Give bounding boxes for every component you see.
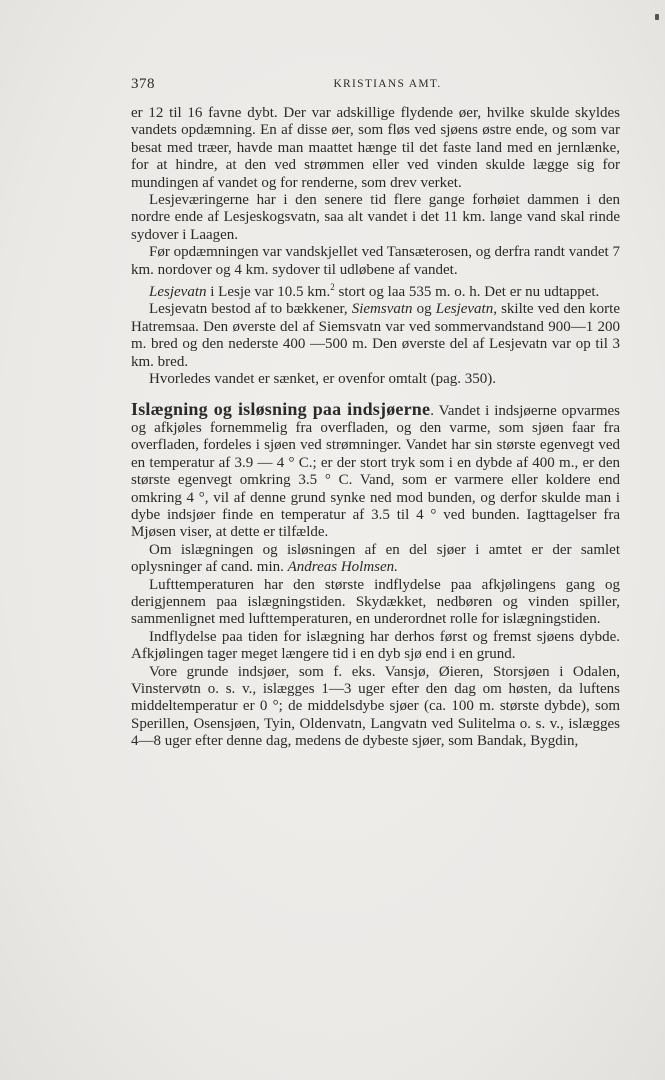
italic-term: Lesjevatn [435, 301, 494, 318]
superscript: 2 [330, 282, 335, 293]
paragraph: er 12 til 16 favne dybt. Der var adskillige flydende øer, hvilke skulde skyldes vandets opdæmning. En af disse øer, som fløs ved sjøens østre ende, og som var besat med træer, havde man maattet hænge til det faste land med en jernlænke, for at hindre, at den ved strømmen eller ved vinden skulde lægge sig for mundingen af vandet og for renderne, som drev verket. [131, 105, 620, 191]
paragraph: Lufttemperaturen har den største indflydelse paa afkjølingens gang og derigjennem paa islægningstiden. Skydækket, nedbøren og vinden spiller, sammenlignet med lufttemperaturen, en underordnet rolle for islægningstiden. [131, 576, 620, 628]
paragraph-text: og [412, 301, 436, 318]
italic-term: Siemsvatn [351, 301, 413, 318]
paragraph [131, 279, 620, 301]
paragraph-text: Lesjevatn bestod af to bækkener, [149, 301, 352, 318]
section-paragraph [131, 398, 620, 542]
italic-term: Lesjevatn [149, 284, 207, 301]
paragraph-text: stort og laa 535 m. o. h. Det er nu udtappet. [334, 284, 600, 301]
paragraph: Vore grunde indsjøer, som f. eks. Vansjø, Øieren, Storsjøen i Odalen, Vinstervøtn o. s. v., islægges 1—3 uger efter den dag om høsten, da luftens middeltemperatur er 0 °; de middelsdybe sjøer (ca. 100 m. største dybde), som Sperillen, Osensjøen, Tyin, Oldenvatn, Langvatn ved Sulitelma o. s. v., islægges 4—8 uger efter denne dag, medens de dybeste sjøer, som Bandak, Bygdin, [131, 663, 620, 750]
body-text [131, 105, 620, 751]
paragraph-text: Om islægningen og isløsningen af en del sjøer i amtet er der samlet oplysninger af cand. min. [131, 541, 620, 576]
paragraph: Før opdæmningen var vandskjellet ved Tansæterosen, og derfra randt vandet 7 km. nordover og 4 km. sydover til udløbene af vandet. [131, 244, 620, 278]
paragraph: Indflydelse paa tiden for islægning har derhos først og fremst sjøens dybde. Afkjølingen tager meget længere tid i en dyb sjø end i en grund. [131, 628, 620, 663]
italic-term: Andreas Holmsen. [287, 559, 398, 576]
page-header [131, 76, 620, 94]
paragraph [131, 542, 620, 577]
paragraph-text: , skilte ved den korte Hatremsaa. Den øverste del af Siemsvatn var ved sommervandstand 900—1 200 m. bred og den nederste 400 —500 m. Den øverste del af Lesjevatn var op til 3 km. bred. [131, 301, 620, 370]
running-head: KRISTIANS AMT. [333, 78, 442, 90]
paragraph-text: . Vandet i indsjøerne opvarmes og afkjøles fornemmelig fra overfladen, og den varme, som sjøen faar fra overfladen, fordeles i sjøen ved strømninger. Vandet har sin største egenvegt ved en temperatur af 3.9 — 4 ° C.; er der stort tryk som i en dybde af 400 m., er den største egenvegt omkring 3.5 ° C. Vand, som er varmere eller koldere end omkring 4 °, vil af denne grund synke ned mod bunden, og derfor skulde man i dybe indsjøer finde en temperatur af 3.5 til 4 ° ved bunden. Iagttagelser fra Mjøsen viser, at dette er tilfælde. [131, 402, 620, 541]
paragraph [131, 301, 620, 371]
paragraph: Hvorledes vandet er sænket, er ovenfor omtalt (pag. 350). [149, 371, 496, 388]
section-heading: Islægning og isløsning paa indsjøerne [131, 398, 431, 419]
edge-mark [655, 14, 659, 20]
paragraph-text: i Lesje var 10.5 km. [206, 284, 331, 301]
paragraph: Lesjeværingerne har i den senere tid flere gange forhøiet dammen i den nordre ende af Lesjeskogsvatn, saa alt vandet i det 11 km. lange vand skal rinde sydover i Laagen. [131, 192, 620, 243]
page-number: 378 [131, 76, 155, 92]
